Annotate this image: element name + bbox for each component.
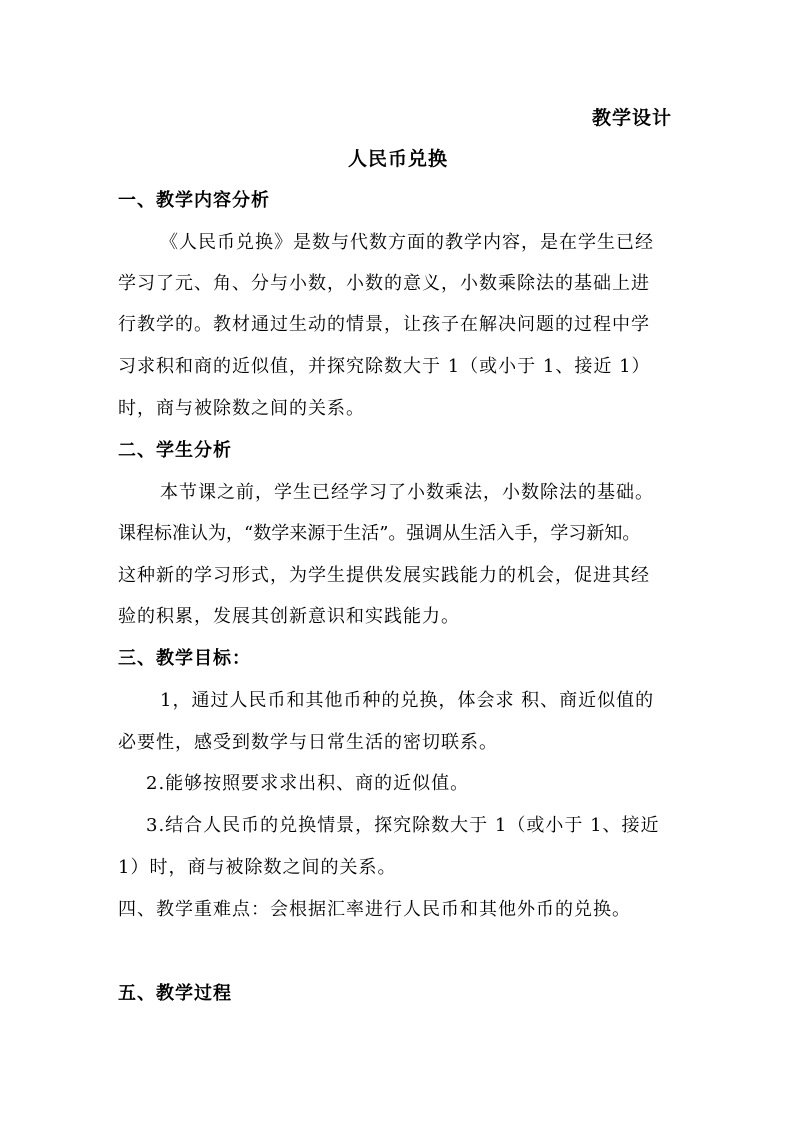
paragraph-line: 行教学的。教材通过生动的情景，让孩子在解决问题的过程中学 — [118, 314, 650, 335]
document-title: 人民币兑换 — [348, 148, 449, 170]
paragraph-line: 这种新的学习形式，为学生提供发展实践能力的机会，促进其经 — [118, 565, 650, 586]
paragraph-line: 习求积和商的近似值，并探究除数大于 1（或小于 1、接近 1） — [118, 356, 651, 377]
paragraph-line: 2.能够按照要求求出积、商的近似值。 — [146, 773, 470, 794]
section-heading-content-analysis: 一、教学内容分析 — [118, 190, 270, 211]
section-heading-teaching-process: 五、教学过程 — [118, 983, 232, 1004]
document-type-label: 教学设计 — [592, 107, 673, 129]
paragraph-line: 必要性，感受到数学与日常生活的密切联系。 — [118, 732, 498, 753]
paragraph-line: 1）时，商与被除数之间的关系。 — [118, 857, 397, 878]
paragraph-line: 时，商与被除数之间的关系。 — [118, 398, 365, 419]
paragraph-line: 《人民币兑换》是数与代数方面的教学内容，是在学生已经 — [160, 232, 654, 253]
paragraph-line: 学习了元、角、分与小数，小数的意义，小数乘除法的基础上进 — [118, 273, 650, 294]
paragraph-line: 验的积累，发展其创新意识和实践能力。 — [118, 606, 460, 627]
section-heading-student-analysis: 二、学生分析 — [118, 440, 232, 461]
paragraph-line: 本节课之前，学生已经学习了小数乘法，小数除法的基础。 — [160, 482, 654, 503]
paragraph-line: 3.结合人民币的兑换情景，探究除数大于 1（或小于 1、接近 — [146, 815, 660, 836]
section-heading-key-difficulties: 四、教学重难点：会根据汇率进行人民币和其他外币的兑换。 — [118, 899, 631, 920]
paragraph-line: 课程标准认为，“数学来源于生活”。强调从生活入手，学习新知。 — [118, 523, 641, 544]
paragraph-line: 1，通过人民币和其他币种的兑换，体会求 积、商近似值的 — [160, 690, 655, 711]
section-heading-teaching-goals: 三、教学目标： — [118, 648, 251, 669]
